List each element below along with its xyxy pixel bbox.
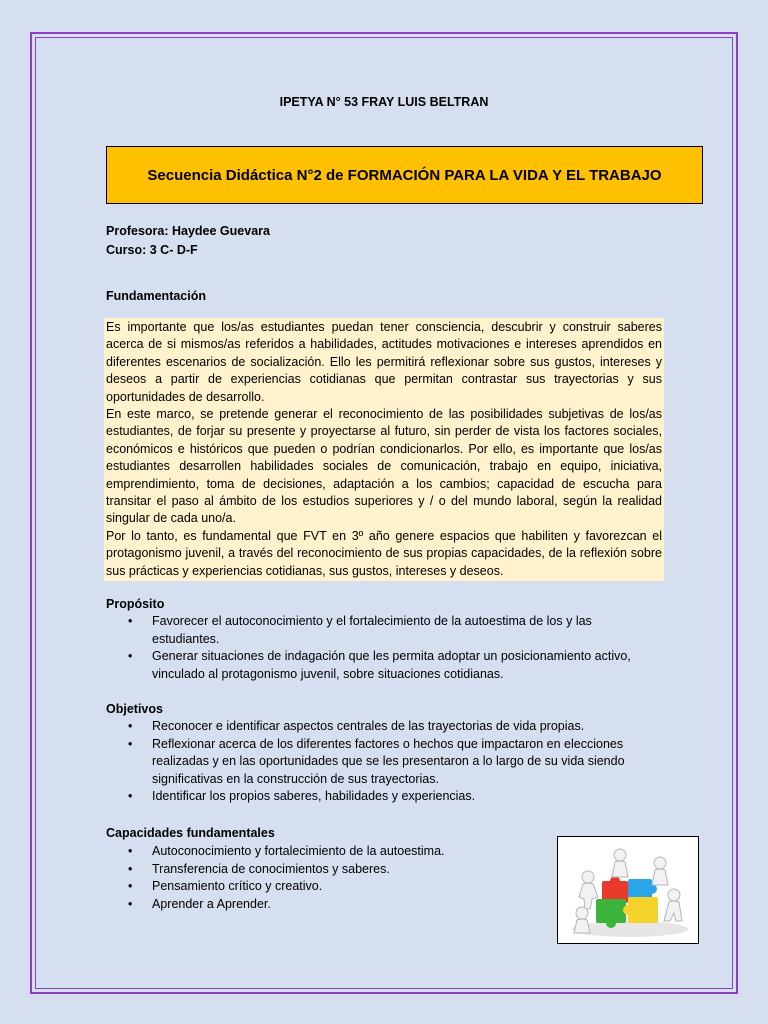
proposito-heading: Propósito: [106, 597, 165, 611]
list-item: • Reflexionar acerca de los diferentes factores o hechos que impactaron en elecciones realizadas y en las oportunidades que se les presentaron a lo largo de su vida siendo significativas en la construcción de sus trayectorias.: [128, 736, 633, 789]
fundamentacion-text: [104, 318, 664, 581]
fundamentacion-paragraph: Es importante que los/as estudiantes puedan tener consciencia, descubrir y construir saberes acerca de si mismos/as referidos a habilidades, actitudes motivaciones e intereses aprendidos en diferentes escenarios de socialización. Ello les permitirá reflexionar sobre sus gustos, intereses y deseos a partir de experiencias cotidianas que permitan contrastar sus trayectorias y sus oportunidades de desarrollo.: [106, 320, 662, 404]
proposito-list: [128, 613, 638, 683]
list-item: • Aprender a Aprender.: [128, 896, 528, 914]
school-name: IPETYA N° 53 FRAY LUIS BELTRAN: [279, 95, 489, 109]
objetivos-heading: Objetivos: [106, 702, 163, 716]
capacidades-list: [128, 843, 528, 913]
course-name: Curso: 3 C- D-F: [106, 243, 198, 257]
list-item: • Identificar los propios saberes, habilidades y experiencias.: [128, 788, 633, 806]
teacher-name: Profesora: Haydee Guevara: [106, 224, 270, 238]
document-title-box: [106, 146, 703, 204]
course-info: [106, 222, 270, 260]
document-title: Secuencia Didáctica N°2 de FORMACIÓN PARA LA VIDA Y EL TRABAJO: [147, 166, 662, 184]
list-item: • Autoconocimiento y fortalecimiento de la autoestima.: [128, 843, 528, 861]
fundamentacion-heading: Fundamentación: [106, 289, 207, 303]
teamwork-puzzle-figures-icon: [557, 836, 699, 944]
list-item: • Transferencia de conocimientos y saberes.: [128, 861, 528, 879]
teamwork-puzzle-illustration: [558, 837, 698, 943]
list-item: • Generar situaciones de indagación que les permita adoptar un posicionamiento activo, vinculado al protagonismo juvenil, sobre situaciones cotidianas.: [128, 648, 638, 683]
list-item: • Reconocer e identificar aspectos centrales de las trayectorias de vida propias.: [128, 718, 633, 736]
fundamentacion-paragraph: En este marco, se pretende generar el reconocimiento de las posibilidades subjetivas de los/as estudiantes, de forjar su presente y proyectarse al futuro, sin perder de vista los factores sociales, económicos e históricos que pueden o podrían condicionarlos. Por ello, es importante que los/as estudiantes desarrollen habilidades sociales de comunicación, trabajo en equipo, iniciativa, emprendimiento, toma de decisiones, adaptación a los cambios; capacidad de escucha para transitar el paso al ámbito de los estudios superiores y / o del mundo laboral, según la realidad singular de cada uno/a.: [106, 407, 662, 526]
objetivos-list: [128, 718, 633, 806]
capacidades-heading: Capacidades fundamentales: [106, 826, 275, 840]
list-item: • Pensamiento crítico y creativo.: [128, 878, 528, 896]
fundamentacion-paragraph: Por lo tanto, es fundamental que FVT en 3º año genere espacios que habiliten y favorezcan el protagonismo juvenil, a través del reconocimiento de sus propias capacidades, de la reflexión sobre sus prácticas y experiencias cotidianas, sus gustos, intereses y deseos.: [106, 528, 662, 578]
list-item: • Favorecer el autoconocimiento y el fortalecimiento de la autoestima de los y las estudiantes.: [128, 613, 638, 648]
